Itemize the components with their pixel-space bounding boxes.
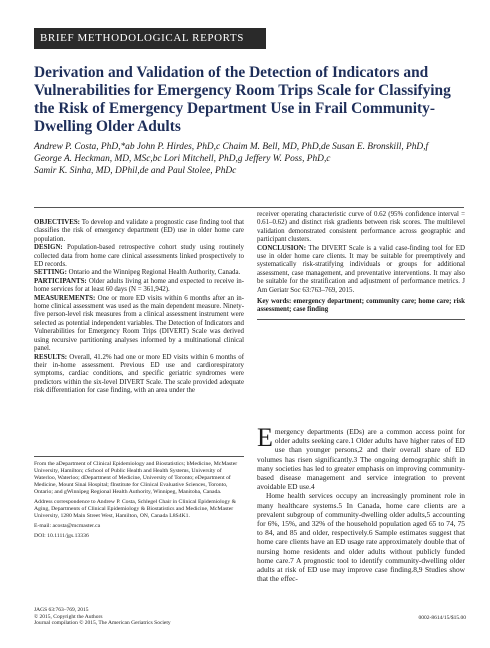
abstract-design [34,244,244,269]
abstract-label: RESULTS: [34,353,68,361]
abstract-text: To develop and validate a prognostic case finding tool that classifies the risk of emergency department (ED) use in older home care population. [34,219,244,243]
abstract-right-column [257,211,465,315]
affiliations: From the aDepartment of Clinical Epidemiology and Biostatistics; bMedicine, McMaster University, Hamilton; cSchool of Public Health and Health Systems, University of Waterloo, Waterloo; dDepartment of Medicine, University of Toronto; eDepartment of Medicine, Mount Sinai Hospital; fInstitute for Clinical Evaluative Sciences, Toronto, Ontario; and gWinnipeg Regional Health Authority, Winnipeg, Manitoba, Canada. [34,461,238,495]
abstract-results-continued [257,211,465,245]
author-line: Andrew P. Costa, PhD,*ab John P. Hirdes, PhD,c Chaim M. Bell, MD, PhD,de Susan E. Bronskill, PhD,f [34,142,429,152]
copyright-authors: © 2015, Copyright the Authors [34,613,103,620]
body-paragraph [257,491,465,583]
abstract-participants [34,278,244,295]
article-title [34,64,464,136]
title-line: the Risk of Emergency Department Use in Frail Community- [34,100,435,117]
article-body [257,423,465,584]
email[interactable]: E-mail: acosta@mcmaster.ca [34,523,101,529]
title-line: Derivation and Validation of the Detection of Indicators and [34,64,429,81]
journal-citation: JAGS 63:763–769, 2015 [34,607,89,613]
abstract-text: receiver operating characteristic curve of 0.62 (95% confidence interval = 0.61–0.62) and distinct risk gradients between risk scores. The multilevel validation demonstrated consistent performance across geographic and participant clusters. [257,211,465,244]
keywords [257,298,465,315]
divider [34,456,244,457]
abstract-label: OBJECTIVES: [34,219,80,226]
body-paragraph [257,423,465,492]
abstract-label: MEASUREMENTS: [34,294,96,302]
abstract-label: DESIGN: [34,244,63,252]
title-line: Vulnerabilities for Emergency Room Trips Scale for Classifying [34,82,451,99]
divider [257,319,465,320]
author-list [34,141,474,177]
abstract-label: SETTING: [34,269,67,277]
keywords-text: emergency department; community care; home care; risk assessment; case finding [257,298,466,314]
abstract-label: PARTICIPANTS: [34,277,87,285]
abstract-setting [34,269,244,277]
body-paragraph-text: Home health services occupy an increasingly prominent role in many healthcare systems.5 In Canada, home care clients are a prevalent subgroup of community-dwelling older adults,5 accounting for 6%, 15%, and 32% of the household population aged 65 to 74, 75 to 84, and 85 and older, respectively.6 Sample estimates suggest that home care clients have an ED usage rate approximately double that of nursing home residents and older adults without publicly funded home care.7 A prognostic tool to identify community-dwelling older adults at risk of ED use may improve case finding.8,9 Studies show that the effec- [257,491,465,584]
abstract-label: CONCLUSION: [257,244,307,252]
copyright-journal: Journal compilation © 2015, The American Geriatrics Society [34,620,171,627]
abstract-conclusion [257,245,465,295]
abstract-text: Population-based retrospective cohort study using routinely collected data from home care clinical assessments linked prospectively to ED records. [34,244,244,269]
abstract-results [34,354,244,396]
journal-footer [34,607,284,627]
abstract-text: Older adults living at home and expected to receive in-home services for at least 60 days (N = 361,942). [34,277,244,294]
section-banner: BRIEF METHODOLOGICAL REPORTS [34,28,266,49]
abstract-objectives [34,219,244,244]
abstract-text: The DIVERT Scale is a valid case-finding tool for ED use in older home care clients. It may be suitable for preemptively and systematically risk-stratifying individuals or groups for additional assessment, case management, and preventative interventions. It may also be suitable for the stratification and adjustment of performance metrics. J Am Geriatr Soc 63:763–769, 2015. [257,244,465,294]
keywords-label: Key words: [257,298,292,306]
abstract-left-column [34,219,244,396]
title-line: Dwelling Older Adults [34,118,181,135]
divider [34,207,464,208]
abstract-text: Ontario and the Winnipeg Regional Health Authority, Canada. [68,269,241,277]
correspondence: Address correspondence to Andrew P. Costa, Schlegel Chair in Clinical Epidemiology & Aging, Departments of Clinical Epidemiology & Biostatistics and Medicine, McMaster University, 1280 Main Street West, Hamilton, ON, Canada L8S4K1. [34,499,237,519]
footnotes [34,461,244,543]
drop-cap: E [257,423,273,452]
abstract-text: One or more ED visits within 6 months after an in-home clinical assessment was used as the main dependent measure. Ninety-five person-level risk measures from a clinical assessment instrument were selected as potential independent variables. The Detection of Indicators and Vulnerabilities for Emergency Room Trips (DIVERT) Scale was derived using recursive partitioning analyses informed by a multinational clinical panel. [34,294,244,353]
abstract-measurements [34,295,244,354]
body-paragraph-text: mergency departments (EDs) are a common access point for older adults seeking care.1 Older adults have higher rates of ED use than younger persons,2 and their overall share of ED volumes has risen significantly.3 The ongoing demographic shift in many societies has led to greater emphasis on improving community-based disease management and service integration to prevent avoidable ED use.4 [257,427,465,492]
author-line: Samir K. Sinha, MD, DPhil,de and Paul Stolee, PhDc [34,166,237,176]
doi[interactable]: DOI: 10.1111/jgs.13336 [34,533,89,539]
abstract-text: Overall, 41.2% had one or more ED visits within 6 months of their in-home assessment. Previous ED use and cardiorespiratory symptoms, cardiac conditions, and specific geriatric syndromes were predictors within the six-level DIVERT Scale. The scale provided adequate risk differentiation for case finding, with an area under the [34,353,244,395]
issn-price: 0002-8614/15/$15.00 [418,615,466,621]
author-line: George A. Heckman, MD, MSc,bc Lori Mitchell, PhD,g Jeffery W. Poss, PhD,c [34,154,331,164]
